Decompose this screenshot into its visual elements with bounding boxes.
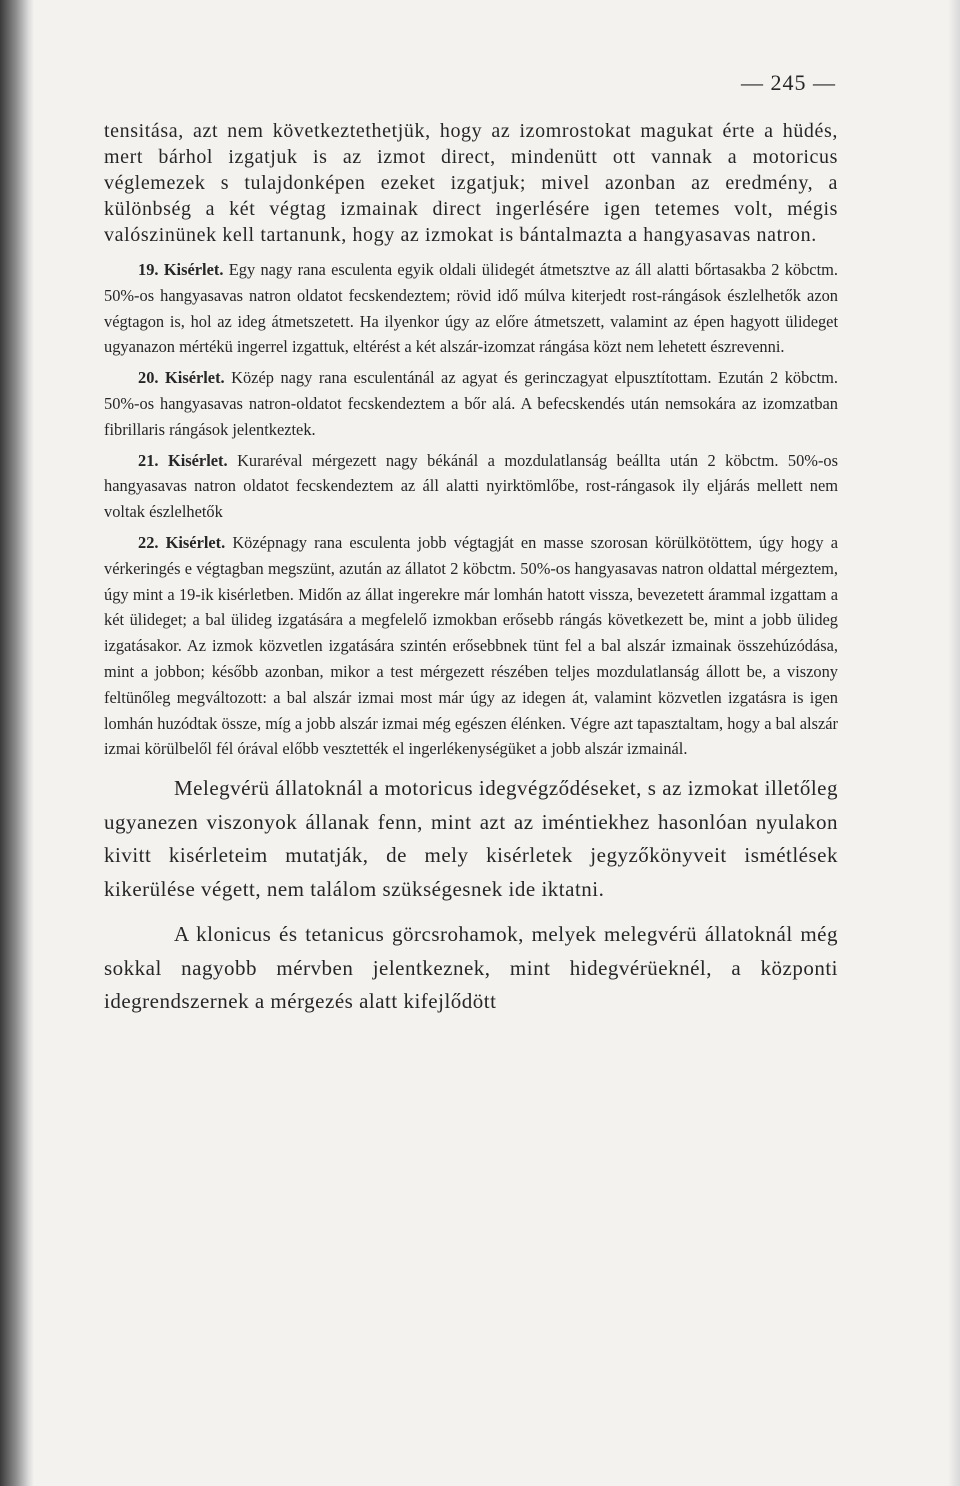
experiment-number: 22. [138,532,159,552]
experiment-title: Kisérlet. [165,368,225,388]
scan-edge-shadow [0,0,34,1486]
intro-paragraph: tensitása, azt nem következtethetjük, hogy az izomrostokat magukat érte a hüdés, mert bárhol izgatjuk is az izmot direct, mindenütt ott vannak a motoricus véglemezek s tulajdonképen ezeket izgatjuk; mivel azonban az eredmény, a különbség a két végtag izmainak direct ingerlésére igen tetemes volt, mégis valószinünek kell tartanunk, hogy az izmokat is bántalmazta a hangyasavas natron. [104,120,838,246]
experiment-text: Középnagy rana esculenta jobb végtagját en masse szorosan körülkötöttem, úgy hogy a vérkeringés e végtagban megszünt, azután az állatot 2 köbctm. 50%-os hangyasavas natron oldattal mérgeztem, úgy mint a 19-ik kisérletben. Midőn az állat ingerekre már lomhán hatott vissza, bevezetett árammal izgattam a két ülideget; a bal ülideg izgatására a megfelelő izmokban erősebb rángás következett be, mint a jobb ülideg izgatásakor. Az izmok közvetlen izgatására szintén erősebbnek tünt fel a bal alszár izmainak összehúzódása, mint a jobbon; később azonban, mikor a test mérgezett részében teljes mozdulatlanság állott be, a viszony feltünőleg megváltozott: a bal alszár izmai most már úgy az idegen át, valamint közvetlen izgatásra is igen lomhán huzódtak össze, míg a jobb alszár izmai még egészen élénken. Végre azt tapasztaltam, hogy a bal alszár izmai körülbelől fél órával előbb vesztették el ingerlékenységüket a jobb alszár izmainál. [104,532,838,759]
experiment-21 [104,448,838,525]
experiment-number: 21. [138,450,159,470]
experiment-title: Kisérlet. [165,532,226,552]
scan-edge-right [948,0,960,1486]
body-paragraph: Melegvérü állatoknál a motoricus idegvégződéseket, s az izmokat illetőleg ugyanezen viszonyok állanak fenn, mint azt az iméntiekhez hasonlóan nyulakon kivitt kisérleteim mutatják, de mely kisérletek jegyzőkönyveit ismétlések kikerülése végett, nem találom szükségesnek ide iktatni. [104,776,838,901]
experiment-text: Egy nagy rana esculenta egyik oldali ülidegét átmetsztve az áll alatti bőrtasakba 2 köbctm. 50%-os hangyasavas natron oldatot fecskendeztem; rövid idő múlva kiterjedt rost-rángások észlelhetők azon végtagon is, hol az ideg átmetszetett. Ha ilyenkor úgy az előre átmetszett, valamint az épen hagyott ülideget ugyanazon mértékü ingerrel izgattuk, eltérést a két alszár-izomzat rángása közt nem lehetett észrevenni. [104,260,838,357]
page-number: — 245 — [741,70,836,95]
experiment-title: Kisérlet. [167,450,228,470]
experiment-22 [104,530,838,762]
experiment-text: Közép nagy rana esculentánál az agyat és gerinczagyat elpusztítottam. Ezután 2 köbctm. 50%-os hangyasavas natron-oldatot fecskendeztem a bőr alá. A befecskendés után nemsokára az izomzatban fibrillaris rángások jelentkeztek. [104,368,838,439]
experiment-number: 19. [138,260,159,279]
experiment-19 [104,257,838,360]
experiment-20 [104,365,838,442]
experiment-title: Kisérlet. [163,260,224,279]
experiment-number: 20. [138,368,159,388]
experiment-text: Kuraréval mérgezett nagy békánál a mozdulatlanság beállta után 2 köbctm. 50%-os hangyasavas natron oldatot fecskendeztem az áll alatti nyirktömlőbe, rost-rángasok ily eljárás mellett nem voltak észlelhetők [104,450,838,522]
body-paragraph: A klonicus és tetanicus görcsrohamok, melyek melegvérü állatoknál még sokkal nagyobb mérvben jelentkeznek, mint hidegvérüeknél, a központi idegrendszernek a mérgezés alatt kifejlődött [104,922,838,1014]
document-page [104,70,838,1019]
